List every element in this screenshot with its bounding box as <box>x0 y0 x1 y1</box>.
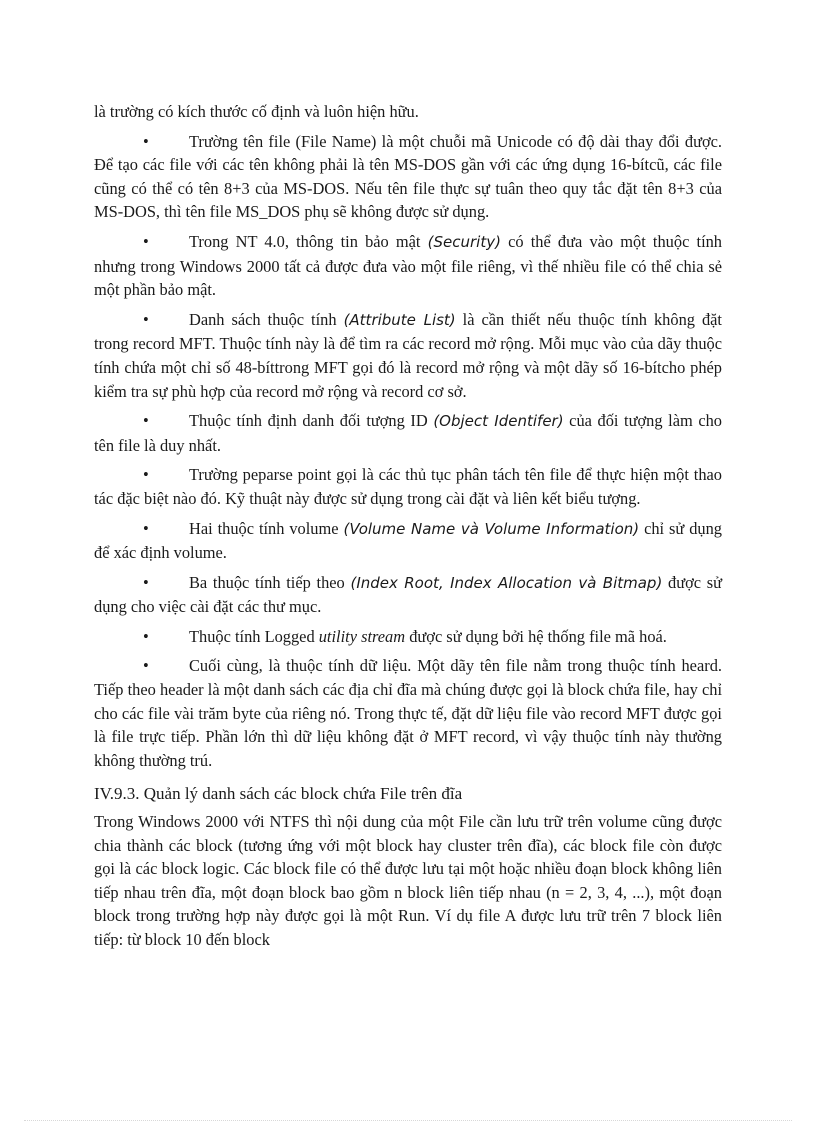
bullet-icon: • <box>143 572 149 592</box>
bullet-text: có thể đưa vào một thuộc tính nhưng trong Windows 2000 tất cả được đưa vào một file riêng, vì thế nhiều file có thể chia sẻ một phần bảo mật. <box>94 231 723 300</box>
bullet-text: của đối tượng làm cho tên file là duy nhất. <box>94 411 722 455</box>
bullet-text: chỉ sử dụng để xác định volume. <box>94 518 722 563</box>
bullet-file-name <box>94 130 722 224</box>
italic-term: (Volume Name và Volume Information) <box>343 519 640 538</box>
bullet-icon: • <box>143 131 149 151</box>
bullet-text: Trong NT 4.0, thông tin bảo mật <box>189 231 428 251</box>
bullet-text: Cuối cùng, là thuộc tính dữ liệu. Một dãy tên file nằm trong thuộc tính heard. Tiếp theo header là một danh sách các địa chỉ đĩa mà chúng được gọi là block chứa file, hay chỉ cho các file vài trăm byte của riêng nó. Trong thực tế, đặt dữ liệu file vào record MFT được gọi là file trực tiếp. Phần lớn thì dữ liệu không đặt ở MFT record, vì vậy thuộc tính này thường không thường trú. <box>94 656 722 770</box>
bullet-data-attribute <box>94 654 722 772</box>
bullet-volume <box>94 517 722 565</box>
bullet-text: Trường tên file (File Name) là một chuỗi mã Unicode có độ dài thay đổi được. Để tạo các file với các tên không phải là tên MS-DOS gần với các ứng dụng 16-bítcũ, các file cũng có thể có tên 8+3 của MS-DOS. Nếu tên file thực sự tuân theo quy tắc đặt tên 8+3 của MS-DOS, thì tên file MS_DOS phụ sẽ không được sử dụng. <box>94 131 722 222</box>
bullet-text: được sử dụng bởi hệ thống file mã hoá. <box>405 626 667 646</box>
document-page <box>94 100 722 958</box>
bullet-text: được sử dụng cho việc cài đặt các thư mục. <box>94 572 722 617</box>
section-heading: IV.9.3. Quản lý danh sách các block chứa File trên đĩa <box>94 784 463 804</box>
bullet-attribute-list <box>94 308 722 403</box>
page-bottom-divider <box>24 1120 792 1121</box>
bullet-object-id <box>94 409 722 457</box>
bullet-text: là cần thiết nếu thuộc tính không đặt trong record MFT. Thuộc tính này là để tìm ra các record mở rộng. Mỗi mục vào của dãy thuộc tính chứa một chỉ số 48-bíttrong MFT gọi đó là record mở rộng và một dãy số 16-bítcho phép kiểm tra sự phù hợp của record mở rộng và record cơ sở. <box>94 309 722 401</box>
italic-term: (Attribute List) <box>343 310 456 329</box>
bullet-logged-utility-stream <box>94 625 722 649</box>
bullet-icon: • <box>143 465 149 485</box>
bullet-icon: • <box>143 518 149 538</box>
bullet-text: Trường peparse point gọi là các thủ tục phân tách tên file để thực hiện một thao tác đặc biệt nào đó. Kỹ thuật này được sử dụng trong cài đặt và liên kết biểu tượng. <box>94 465 722 508</box>
bullet-icon: • <box>143 656 149 676</box>
paragraph-intro: là trường có kích thước cố định và luôn hiện hữu. <box>94 102 419 121</box>
bullet-text: Danh sách thuộc tính <box>189 309 344 329</box>
bullet-text: Hai thuộc tính volume <box>189 518 344 538</box>
paragraph-block-management: Trong Windows 2000 với NTFS thì nội dung của một File cần lưu trữ trên volume cũng được chia thành các block (tương ứng với một block hay cluster trên đĩa), các block file còn được gọi là các block logic. Các block file có thể được lưu tại một hoặc nhiều đoạn block không liên tiếp nhau trên đĩa, một đoạn block bao gồm n block liên tiếp nhau (n = 2, 3, 4, ...), một đoạn block trong trường hợp này được gọi là một Run. Ví dụ file A được lưu trữ trên 7 block liên tiếp: từ block 10 đến block <box>94 812 722 949</box>
bullet-text: Thuộc tính Logged <box>189 626 319 646</box>
italic-term: utility stream <box>318 626 406 646</box>
italic-term: (Object Identifer) <box>433 412 564 431</box>
italic-term: (Security) <box>427 232 501 251</box>
bullet-reparse-point <box>94 463 722 510</box>
bullet-text: Thuộc tính định danh đối tượng ID <box>189 411 434 431</box>
bullet-icon: • <box>143 231 149 251</box>
bullet-icon: • <box>143 411 149 431</box>
bullet-icon: • <box>143 309 149 329</box>
bullet-index <box>94 571 722 619</box>
bullet-text: Ba thuộc tính tiếp theo <box>189 572 351 592</box>
bullet-security <box>94 230 722 302</box>
italic-term: (Index Root, Index Allocation và Bitmap) <box>350 573 663 592</box>
bullet-icon: • <box>143 626 149 646</box>
